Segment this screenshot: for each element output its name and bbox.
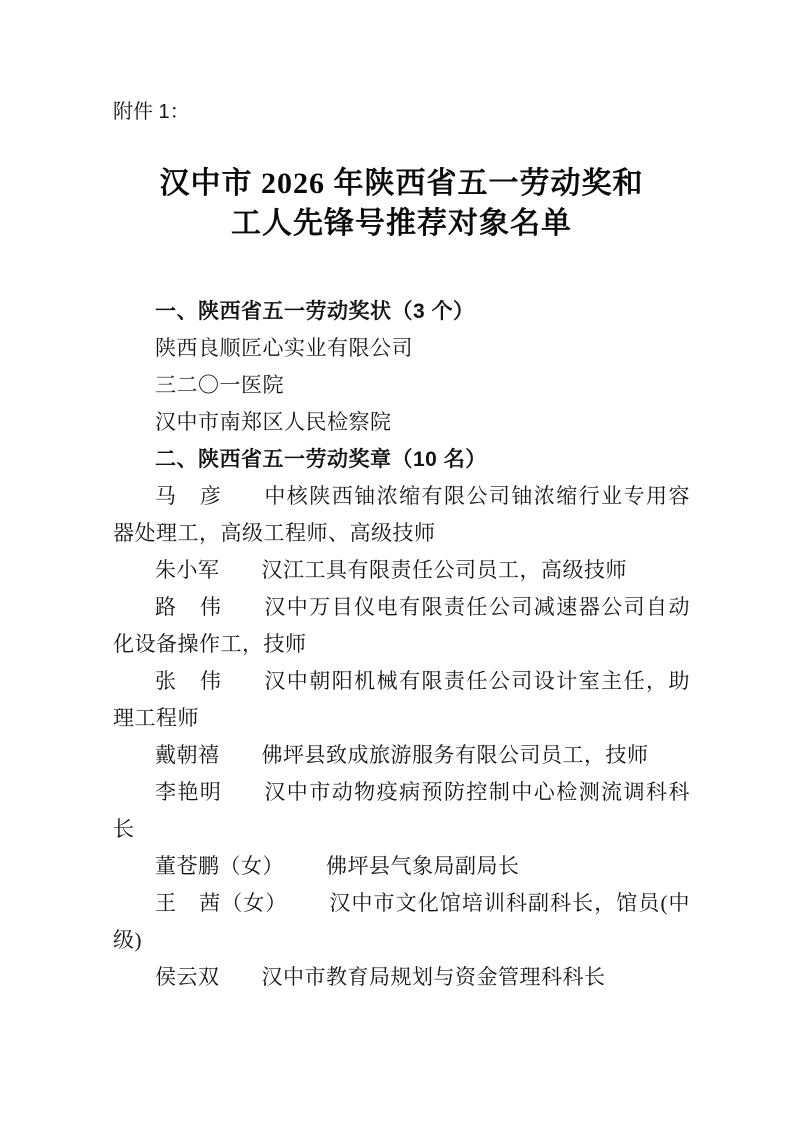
document-body [113,293,690,996]
entry-desc: 佛坪县气象局副局长 [326,854,520,878]
entry-name: 张 伟 [155,669,223,693]
award-entry [113,589,690,663]
entry-name: 朱小军 [155,558,220,582]
entry-desc: 汉中朝阳机械有限责任公司设计室主任，助理工程师 [113,669,691,730]
entry-desc: 汉中市教育局规划与资金管理科科长 [261,965,606,989]
award-entry [113,552,690,589]
attachment-label: 附件 1： [113,101,190,123]
entry-name: 董苍鹏（女） [155,854,284,878]
award-entry [113,848,690,885]
document-title-line-1: 汉中市 2026 年陕西省五一劳动奖和 [159,167,644,200]
entry-name: 李艳明 [155,780,223,804]
entry-name: 路 伟 [155,595,223,619]
list-item: 汉中市南郑区人民检察院 [155,410,392,434]
entry-name: 侯云双 [155,965,220,989]
list-item: 三二〇一医院 [155,373,284,397]
entry-desc: 汉江工具有限责任公司员工，高级技师 [261,558,627,582]
award-entry [113,885,690,959]
award-entry [113,478,690,552]
entry-desc: 佛坪县致成旅游服务有限公司员工，技师 [261,743,649,767]
section-1-heading: 一、陕西省五一劳动奖状（3 个） [155,300,475,323]
document-title-line-2: 工人先锋号推荐对象名单 [231,207,572,240]
document-title [113,164,690,244]
award-entry [113,774,690,848]
entry-name: 戴朝禧 [155,743,220,767]
entry-desc: 汉中市动物疫病预防控制中心检测流调科科长 [113,780,691,841]
entry-name: 王 茜（女） [155,891,288,915]
award-entry [113,737,690,774]
award-entry [113,663,690,737]
award-entry [113,959,690,996]
entry-desc: 汉中市文化馆培训科副科长，馆员(中级) [113,891,691,952]
section-2-heading: 二、陕西省五一劳动奖章（10 名） [155,448,487,471]
entry-desc: 汉中万目仪电有限责任公司减速器公司自动化设备操作工，技师 [113,595,691,656]
entry-desc: 中核陕西铀浓缩有限公司铀浓缩行业专用容器处理工，高级工程师、高级技师 [113,484,691,545]
list-item: 陕西良顺匠心实业有限公司 [155,336,413,360]
entry-name: 马 彦 [155,484,223,508]
